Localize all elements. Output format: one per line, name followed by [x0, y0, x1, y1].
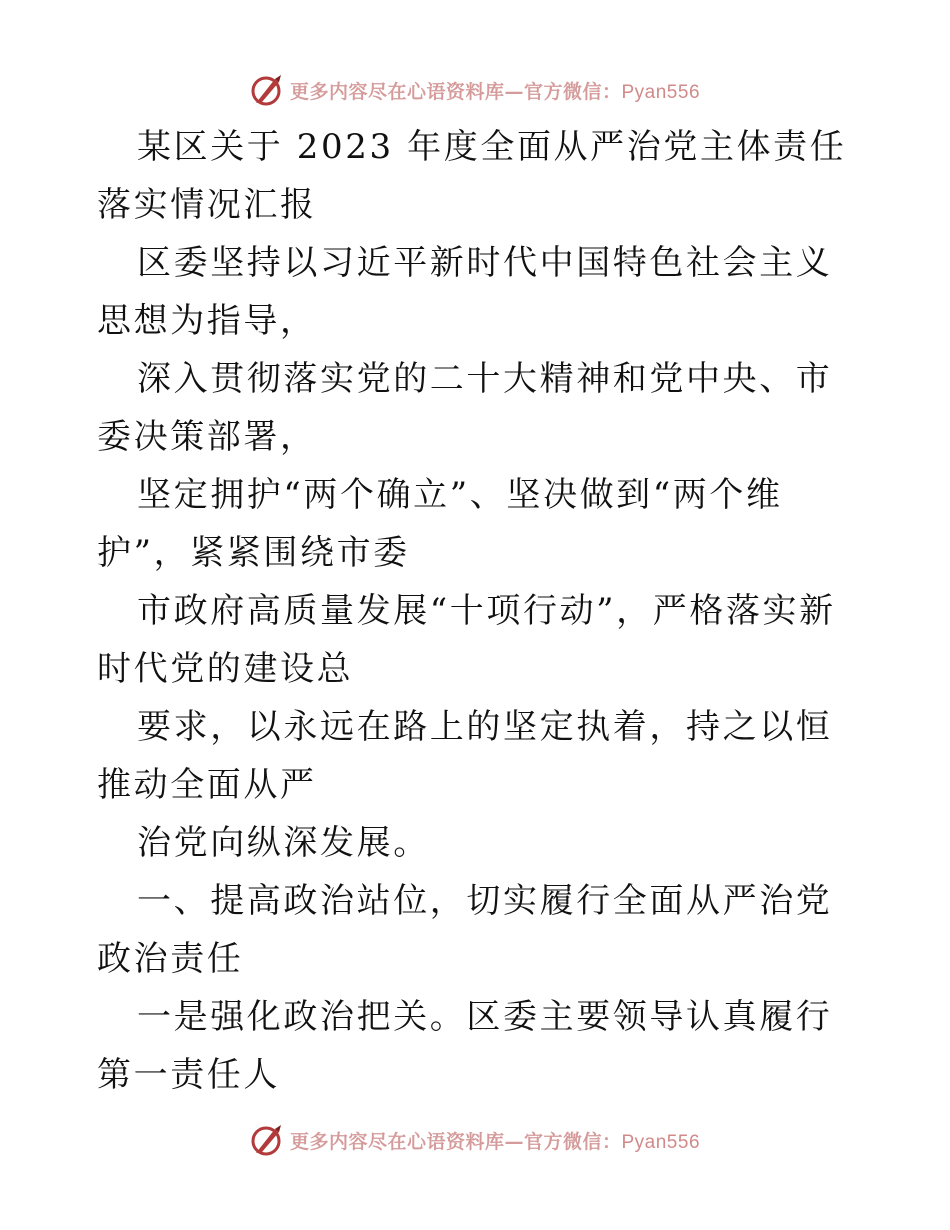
quill-pen-logo-icon: [250, 1123, 284, 1157]
watermark-wechat-id: Pyan556: [621, 81, 701, 103]
watermark-separator: —: [504, 80, 524, 103]
paragraph-line: 坚定拥护“两个确立”、坚决做到“两个维护”，紧紧围绕市委: [97, 475, 783, 573]
document-title: 某区关于 2023 年度全面从严治党主体责任落实情况汇报: [97, 127, 847, 225]
paragraph-line: 治党向纵深发展。: [137, 823, 430, 863]
footer-watermark: [0, 1120, 950, 1160]
section-heading: 一、提高政治站位，切实履行全面从严治党政治责任: [97, 881, 833, 979]
watermark-wechat-label: 官方微信：: [523, 1130, 622, 1153]
paragraph-line: 要求，以永远在路上的坚定执着，持之以恒推动全面从严: [97, 707, 833, 805]
watermark-wechat-id: Pyan556: [621, 1131, 701, 1153]
watermark-wechat-label: 官方微信：: [523, 80, 622, 103]
paragraph-line: 市政府高质量发展“十项行动”，严格落实新时代党的建设总: [97, 591, 836, 689]
paragraph-line: 深入贯彻落实党的二十大精神和党中央、市委决策部署，: [97, 359, 833, 457]
watermark-site-text: 更多内容尽在心语资料库: [289, 1130, 505, 1153]
header-watermark: [0, 70, 950, 110]
watermark-site-text: 更多内容尽在心语资料库: [289, 80, 505, 103]
paragraph-line: 区委坚持以习近平新时代中国特色社会主义思想为指导，: [97, 243, 833, 341]
paragraph-line: 一是强化政治把关。区委主要领导认真履行第一责任人: [97, 997, 833, 1095]
quill-pen-logo-icon: [250, 73, 284, 107]
document-body: [97, 118, 857, 1104]
watermark-separator: —: [504, 1130, 524, 1153]
